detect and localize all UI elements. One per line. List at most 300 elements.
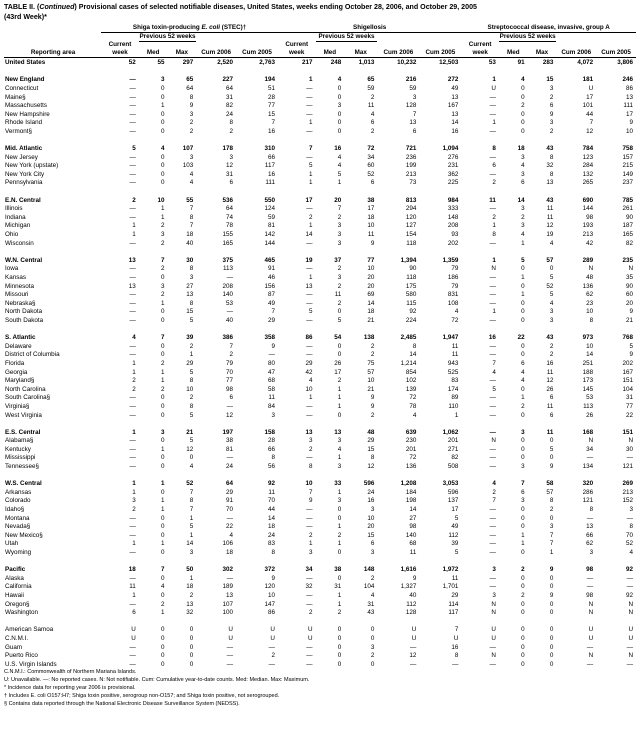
row-value: 103: [182, 162, 194, 170]
row-value: 3: [521, 153, 525, 161]
row-value: 148: [447, 213, 459, 221]
row-value: 508: [447, 463, 459, 471]
row-value: N: [588, 600, 594, 608]
row-value: 77: [267, 102, 275, 110]
row-value: 13: [128, 282, 136, 290]
row-value: 1,394: [400, 256, 417, 264]
row-value: 216: [405, 76, 417, 84]
row-value: 1,062: [442, 428, 459, 436]
row-value: 2: [160, 385, 165, 393]
group-header-strep: Streptococcal disease, invasive, group A: [461, 24, 636, 32]
row-value: 132: [582, 170, 594, 178]
row-value: 18: [128, 566, 136, 574]
row-value: 4: [229, 531, 233, 539]
row-value: 984: [447, 196, 459, 204]
row-value: —: [306, 411, 313, 419]
row-value: 15: [267, 110, 275, 118]
row-value: —: [306, 265, 313, 273]
row-value: 6: [521, 488, 525, 496]
table-row: [4, 487, 636, 496]
header-col-row: [4, 41, 636, 57]
table-row: [4, 264, 636, 273]
row-value: 70: [267, 497, 275, 505]
row-label: American Samoa: [5, 626, 54, 634]
col-med-3: Med: [506, 49, 520, 57]
row-value: 9: [309, 497, 313, 505]
spacer-row: [4, 470, 636, 479]
row-value: 13: [334, 428, 342, 436]
row-value: 142: [264, 231, 275, 239]
row-value: 0: [160, 531, 165, 539]
table-row: [4, 659, 636, 668]
footnotes: [4, 668, 636, 709]
row-value: 0: [337, 660, 342, 668]
row-value: 21: [625, 316, 633, 324]
table-row: [4, 376, 636, 385]
row-value: 6: [370, 179, 375, 187]
row-value: 0: [337, 514, 342, 522]
row-value: —: [306, 402, 313, 410]
row-value: 151: [622, 428, 633, 436]
row-value: 0: [160, 351, 165, 359]
row-value: U: [491, 626, 496, 634]
row-value: 101: [582, 102, 594, 110]
row-label: New York (upstate): [5, 162, 59, 170]
spacer-row: [4, 135, 636, 144]
row-value: 58: [267, 385, 275, 393]
row-value: 13: [305, 282, 313, 290]
table-row: [4, 161, 636, 170]
row-value: —: [306, 316, 313, 324]
row-value: 3: [337, 231, 342, 239]
row-value: 149: [622, 170, 633, 178]
row-value: N: [588, 265, 594, 273]
row-value: —: [306, 127, 313, 135]
row-value: 550: [264, 196, 275, 204]
row-value: 13: [586, 523, 594, 531]
row-value: —: [226, 643, 233, 651]
row-value: 57: [367, 368, 375, 376]
table-row: [4, 504, 636, 513]
row-value: 9: [629, 351, 633, 359]
row-value: 0: [370, 634, 375, 642]
row-value: 1: [492, 119, 496, 127]
row-value: 0: [337, 351, 342, 359]
row-value: 3: [337, 463, 342, 471]
row-value: 1: [132, 591, 136, 599]
row-value: 2: [370, 93, 375, 101]
row-value: 1: [521, 394, 525, 402]
row-value: 11: [546, 428, 554, 436]
row-value: —: [226, 454, 233, 462]
row-value: 140: [222, 291, 233, 299]
row-value: 11: [546, 213, 554, 221]
row-value: 198: [405, 497, 417, 505]
row-label: Maine§: [5, 93, 26, 101]
row-value: —: [586, 574, 594, 582]
row-value: 7: [271, 119, 275, 127]
row-value: 13: [186, 600, 194, 608]
row-value: 14: [451, 119, 459, 127]
row-value: 1: [160, 506, 165, 514]
group-header-stec: Shiga toxin-producing E. coli (STEC)†: [101, 24, 278, 32]
row-value: —: [306, 153, 313, 161]
row-value: 10: [305, 480, 313, 488]
row-value: —: [306, 351, 313, 359]
row-value: 17: [305, 196, 313, 204]
row-value: 15: [186, 308, 194, 316]
row-value: 11: [409, 549, 417, 556]
row-value: 2: [309, 213, 313, 221]
table-row: [4, 384, 636, 393]
row-value: 79: [451, 265, 459, 273]
row-value: 297: [168, 58, 197, 67]
row-value: 0: [521, 308, 525, 316]
row-value: 5: [189, 316, 194, 324]
row-value: —: [129, 127, 136, 135]
row-value: 7: [412, 110, 417, 118]
row-value: 1: [337, 179, 342, 187]
col-max-2: Max: [354, 49, 367, 57]
row-value: 91: [267, 265, 275, 273]
row-value: 34: [367, 153, 375, 161]
row-label: Nevada§: [5, 523, 31, 531]
row-value: 62: [586, 540, 594, 548]
row-value: 1: [309, 179, 313, 187]
row-label: District of Columbia: [5, 351, 60, 359]
row-value: —: [306, 102, 313, 110]
row-value: 32: [305, 583, 313, 591]
row-label: New Jersey: [5, 153, 38, 161]
row-value: 8: [189, 213, 194, 221]
row-value: 155: [222, 231, 233, 239]
row-value: 4: [454, 308, 459, 316]
row-value: 6: [229, 179, 233, 187]
row-value: 224: [405, 316, 417, 324]
row-value: 7: [492, 497, 496, 505]
row-value: 66: [267, 445, 275, 453]
row-value: 2: [337, 213, 342, 221]
row-value: 37: [334, 256, 342, 264]
table-row: [4, 547, 636, 556]
row-label: South Carolina§: [5, 394, 51, 402]
row-value: 2: [189, 127, 194, 135]
header-group-row: [4, 24, 636, 32]
table-row: [4, 101, 636, 110]
row-value: 3: [549, 119, 554, 127]
row-value: 8: [271, 454, 275, 462]
row-value: 2: [160, 291, 165, 299]
row-value: 0: [549, 583, 554, 591]
row-label: Delaware: [5, 342, 32, 350]
row-value: 15: [367, 531, 375, 539]
row-value: 52: [367, 170, 375, 178]
row-value: 1: [521, 291, 525, 299]
table-row: [4, 152, 636, 161]
row-value: 525: [447, 368, 459, 376]
row-value: 2: [370, 574, 375, 582]
row-value: 113: [583, 402, 594, 410]
row-value: 13: [451, 93, 459, 101]
row-value: 136: [582, 282, 594, 290]
row-value: 1: [189, 351, 194, 359]
table-row: [4, 178, 636, 187]
row-value: 1: [132, 428, 136, 436]
row-value: 0: [160, 626, 165, 634]
row-value: 2: [337, 531, 342, 539]
col-current-1: Current week: [108, 41, 132, 57]
row-label: Utah: [5, 540, 19, 548]
row-value: 121: [622, 463, 633, 471]
row-value: N: [491, 265, 496, 273]
row-value: 19: [546, 231, 554, 239]
row-value: 1,208: [400, 480, 417, 488]
table-row: [4, 651, 636, 660]
table-row: [4, 333, 636, 342]
row-value: 3: [189, 549, 194, 556]
row-value: 0: [160, 652, 165, 660]
row-label: Indiana: [5, 213, 26, 221]
row-value: 0: [549, 437, 554, 445]
row-value: —: [306, 652, 313, 660]
row-value: 0: [521, 445, 525, 453]
row-value: 9: [412, 574, 417, 582]
row-value: 4: [549, 299, 554, 307]
row-value: 145: [582, 385, 594, 393]
row-value: —: [129, 402, 136, 410]
row-value: 98: [586, 591, 594, 599]
row-value: 87: [267, 291, 275, 299]
row-value: 2: [549, 351, 554, 359]
row-value: 52: [101, 58, 139, 67]
row-value: 78: [225, 222, 233, 230]
row-value: 3,053: [442, 480, 459, 488]
row-value: 3: [160, 231, 165, 239]
row-value: 72: [409, 394, 417, 402]
row-value: 13: [625, 93, 633, 101]
row-value: 3: [337, 274, 342, 281]
row-value: 0: [160, 643, 165, 651]
row-value: 7: [189, 205, 194, 213]
row-value: 3: [521, 205, 525, 213]
row-value: 52: [625, 540, 633, 548]
row-value: 1: [160, 213, 165, 221]
row-value: 82: [225, 102, 233, 110]
row-value: 302: [222, 566, 233, 574]
row-value: —: [586, 660, 594, 668]
row-value: 74: [225, 213, 233, 221]
row-label: Georgia: [5, 368, 28, 376]
row-value: 2: [549, 93, 554, 101]
row-value: 2: [492, 488, 496, 496]
row-value: 33: [334, 480, 342, 488]
row-value: 3: [337, 437, 342, 445]
row-value: —: [489, 643, 496, 651]
row-value: —: [306, 342, 313, 350]
header-prev-row: [4, 32, 636, 41]
row-value: 4: [521, 231, 525, 239]
row-value: 20: [367, 274, 375, 281]
row-value: 6: [370, 540, 375, 548]
row-value: —: [306, 299, 313, 307]
row-value: 0: [521, 84, 525, 92]
row-value: 1,359: [442, 256, 459, 264]
row-value: 1: [337, 523, 342, 531]
row-value: 167: [447, 102, 459, 110]
row-value: 3: [370, 506, 375, 514]
row-value: 144: [582, 205, 594, 213]
row-value: 10: [367, 377, 375, 385]
row-value: 0: [521, 574, 525, 582]
row-value: 269: [622, 480, 633, 488]
row-value: 5: [454, 549, 459, 556]
row-value: 80: [267, 359, 275, 367]
row-label: North Carolina: [5, 385, 46, 393]
row-value: 50: [186, 566, 194, 574]
row-value: 208: [447, 222, 459, 230]
footnote-includes: † Includes E. coli O157:H7; Shiga toxin positive, serogroup non-O157; and Shiga toxin positive, not serogrouped.: [4, 692, 280, 699]
row-value: 2: [521, 566, 525, 574]
row-value: 14: [186, 540, 194, 548]
row-value: 187: [622, 222, 633, 230]
row-value: 77: [367, 256, 375, 264]
row-value: 3: [309, 437, 313, 445]
row-value: 973: [582, 334, 594, 342]
row-value: 1: [337, 385, 342, 393]
row-value: —: [129, 523, 136, 531]
row-value: 1: [132, 488, 136, 496]
row-value: 24: [367, 488, 375, 496]
row-value: 16: [267, 127, 275, 135]
row-value: 20: [367, 523, 375, 531]
row-value: 0: [521, 342, 525, 350]
row-value: 46: [267, 274, 275, 281]
row-value: —: [489, 574, 496, 582]
row-value: 2: [370, 411, 375, 419]
table-row: [4, 83, 636, 92]
row-value: 1: [521, 239, 525, 247]
row-value: 1: [160, 205, 165, 213]
row-value: 20: [334, 196, 342, 204]
row-value: —: [626, 660, 633, 668]
table-row: [4, 281, 636, 290]
row-value: 4: [337, 153, 342, 161]
row-value: 92: [625, 566, 633, 574]
row-value: 30: [625, 445, 633, 453]
row-value: 0: [337, 110, 342, 118]
col-current-3: Current week: [468, 41, 492, 57]
row-value: 86: [305, 334, 313, 342]
spacer-row: [4, 556, 636, 565]
row-value: 0: [521, 506, 525, 514]
row-value: 4: [492, 480, 496, 488]
row-value: 194: [264, 76, 275, 84]
row-value: 9: [189, 102, 194, 110]
prev52-label-2: Previous 52 weeks: [316, 32, 378, 41]
row-value: 3: [132, 497, 136, 505]
row-value: 2: [549, 342, 554, 350]
row-value: 186: [447, 274, 459, 281]
row-value: 98: [586, 566, 594, 574]
row-value: —: [306, 591, 313, 599]
row-value: 136: [405, 463, 417, 471]
row-value: —: [489, 127, 496, 135]
row-value: 3: [521, 170, 525, 178]
row-value: —: [129, 316, 136, 324]
row-value: 68: [267, 377, 275, 385]
row-value: —: [129, 643, 136, 651]
row-value: —: [489, 428, 496, 436]
row-value: 5: [309, 308, 313, 316]
row-label: Guam: [5, 643, 23, 651]
row-value: 181: [582, 76, 594, 84]
row-value: N: [491, 600, 496, 608]
row-value: 639: [405, 428, 417, 436]
row-value: 0: [160, 162, 165, 170]
row-value: 2: [132, 385, 136, 393]
table-row: [4, 582, 636, 591]
row-value: —: [489, 523, 496, 531]
row-value: 283: [528, 58, 557, 67]
table-row: [4, 461, 636, 470]
row-value: 3: [337, 497, 342, 505]
row-value: 0: [549, 643, 554, 651]
table-row: [4, 290, 636, 299]
row-value: 0: [521, 437, 525, 445]
row-value: 0: [549, 634, 554, 642]
row-value: —: [129, 76, 136, 84]
row-value: 0: [160, 411, 165, 419]
row-value: 199: [405, 162, 417, 170]
row-label: Colorado: [5, 497, 31, 505]
row-value: 112: [448, 531, 459, 539]
row-value: 18: [517, 145, 525, 153]
row-value: 721: [405, 145, 417, 153]
row-value: —: [489, 540, 496, 548]
row-value: 0: [337, 626, 342, 634]
row-value: U: [628, 626, 633, 634]
row-value: 7: [454, 626, 459, 634]
row-value: 11: [451, 574, 459, 582]
row-value: 3: [337, 239, 342, 247]
row-value: 75: [367, 359, 375, 367]
row-value: 0: [160, 179, 165, 187]
row-value: 3: [521, 463, 525, 471]
row-value: 5: [521, 256, 525, 264]
row-value: 43: [546, 145, 554, 153]
row-label: Montana: [5, 514, 30, 522]
row-value: —: [129, 351, 136, 359]
row-value: 0: [160, 488, 165, 496]
row-value: 29: [451, 591, 459, 599]
col-max-3: Max: [535, 49, 549, 57]
row-label: Pacific: [5, 566, 26, 574]
row-value: 29: [186, 359, 194, 367]
row-value: 11: [268, 488, 275, 496]
row-value: 2: [229, 127, 233, 135]
row-value: —: [129, 110, 136, 118]
row-value: 596: [363, 480, 375, 488]
row-value: 2: [160, 359, 165, 367]
row-value: —: [489, 514, 496, 522]
row-value: 2: [160, 239, 165, 247]
row-value: 8: [549, 153, 554, 161]
row-value: —: [306, 93, 313, 101]
row-value: 48: [367, 428, 375, 436]
row-value: 13: [546, 179, 554, 187]
row-value: 91: [499, 58, 528, 67]
row-value: 1: [521, 531, 525, 539]
